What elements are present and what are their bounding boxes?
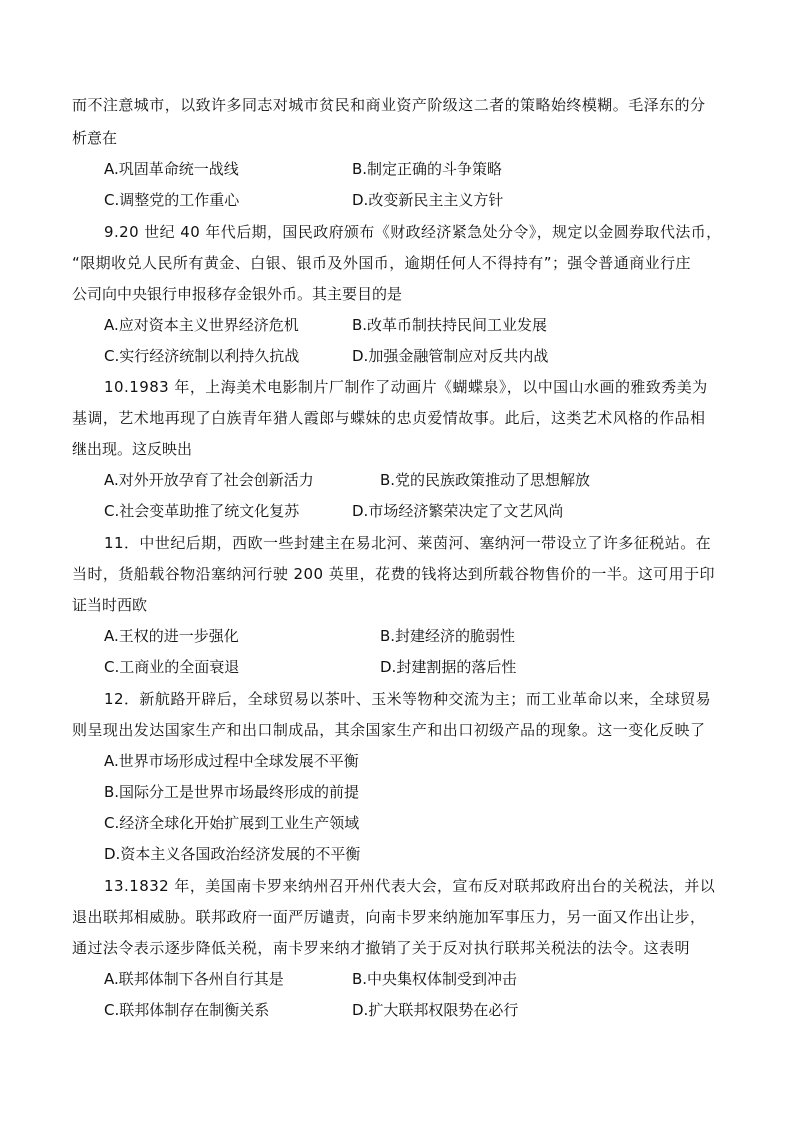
q12-option-d: D.资本主义各国政治经济发展的不平衡 bbox=[104, 845, 361, 863]
q13-option-b: B.中央集权体制受到冲击 bbox=[352, 970, 518, 988]
q11-stem-text-1: 11．中世纪后期，西欧一些封建主在易北河、莱茵河、塞纳河一带设立了许多征税站。在 bbox=[104, 534, 712, 552]
q12-option-row-c bbox=[0, 810, 793, 836]
q10-option-c: C.社会变革助推了统文化复苏 bbox=[104, 502, 300, 520]
q10-option-d: D.市场经济繁荣决定了文艺风尚 bbox=[352, 502, 564, 520]
q8-stem-text-2: 析意在 bbox=[72, 129, 118, 147]
q12-stem-line-1 bbox=[0, 686, 793, 712]
q12-option-b: B.国际分工是世界市场最终形成的前提 bbox=[104, 783, 360, 801]
q13-stem-text-3: 通过法令表示逐步降低关税，南卡罗来纳才撤销了关于反对执行联邦关税法的法令。这表明 bbox=[72, 939, 691, 957]
q9-stem-text-1: 9.20 世纪 40 年代后期，国民政府颁布《财政经济紧急处分令》，规定以金圆券取代法币， bbox=[104, 223, 722, 241]
q10-stem-text-3: 继出现。这反映出 bbox=[72, 440, 193, 458]
q12-option-row-b bbox=[0, 779, 793, 805]
q11-stem-text-3: 证当时西欧 bbox=[72, 596, 148, 614]
q12-stem-text-2: 则呈现出发达国家生产和出口制成品，其余国家生产和出口初级产品的现象。这一变化反映了 bbox=[72, 721, 706, 739]
q9-options-row-1 bbox=[0, 312, 793, 338]
q13-option-c: C.联邦体制存在制衡关系 bbox=[104, 1001, 270, 1019]
q8-option-a: A.巩固革命统一战线 bbox=[104, 160, 239, 178]
q12-option-row-a bbox=[0, 748, 793, 774]
q10-stem-line-1 bbox=[0, 374, 793, 400]
q13-stem-line-2 bbox=[0, 904, 793, 930]
q10-option-b: B.党的民族政策推动了思想解放 bbox=[380, 471, 591, 489]
q11-option-a: A.王权的进一步强化 bbox=[104, 627, 239, 645]
q9-stem-text-3: 公司向中央银行申报移存金银外币。其主要目的是 bbox=[72, 285, 403, 303]
q13-stem-text-2: 退出联邦相威胁。联邦政府一面严厉谴责，向南卡罗来纳施加军事压力，另一面又作出让步， bbox=[72, 908, 706, 926]
q9-option-b: B.改革币制扶持民间工业发展 bbox=[352, 316, 548, 334]
q13-stem-text-1: 13.1832 年，美国南卡罗来纳州召开州代表大会，宣布反对联邦政府出台的关税法，并以 bbox=[104, 877, 716, 895]
q13-option-a: A.联邦体制下各州自行其是 bbox=[104, 970, 284, 988]
q9-option-d: D.加强金融管制应对反共内战 bbox=[352, 347, 549, 365]
q9-stem-line-2 bbox=[0, 250, 793, 276]
q8-stem-line-2 bbox=[0, 125, 793, 151]
q11-stem-line-1 bbox=[0, 530, 793, 556]
q9-stem-text-2: “限期收兑人民所有黄金、白银、银币及外国币，逾期任何人不得持有”；强令普通商业行庄 bbox=[72, 254, 691, 272]
q11-options-row-1 bbox=[0, 623, 793, 649]
q11-option-d: D.封建割据的落后性 bbox=[380, 658, 517, 676]
q12-option-a: A.世界市场形成过程中全球发展不平衡 bbox=[104, 752, 359, 770]
q10-options-row-1 bbox=[0, 467, 793, 493]
q13-options-row-2 bbox=[0, 997, 793, 1023]
q12-option-row-d bbox=[0, 841, 793, 867]
q10-stem-text-1: 10.1983 年，上海美术电影制片厂制作了动画片《蝴蝶泉》，以中国山水画的雅致秀美为 bbox=[104, 378, 708, 396]
q11-options-row-2 bbox=[0, 654, 793, 680]
q12-option-c: C.经济全球化开始扩展到工业生产领域 bbox=[104, 814, 360, 832]
q10-stem-line-2 bbox=[0, 405, 793, 431]
q8-options-row-2 bbox=[0, 187, 793, 213]
q11-stem-text-2: 当时，货船载谷物沿塞纳河行驶 200 英里，花费的钱将达到所载谷物售价的一半。这可用于印 bbox=[72, 565, 715, 583]
q10-stem-line-3 bbox=[0, 436, 793, 462]
q9-options-row-2 bbox=[0, 343, 793, 369]
q8-option-c: C.调整党的工作重心 bbox=[104, 191, 240, 209]
q9-stem-line-1 bbox=[0, 219, 793, 245]
q10-option-a: A.对外开放孕育了社会创新活力 bbox=[104, 471, 314, 489]
q13-stem-line-1 bbox=[0, 873, 793, 899]
q8-option-d: D.改变新民主主义方针 bbox=[352, 191, 504, 209]
q12-stem-line-2 bbox=[0, 717, 793, 743]
q8-option-b: B.制定正确的斗争策略 bbox=[352, 160, 503, 178]
q11-stem-line-2 bbox=[0, 561, 793, 587]
q9-option-c: C.实行经济统制以利持久抗战 bbox=[104, 347, 300, 365]
q9-stem-line-3 bbox=[0, 281, 793, 307]
q11-stem-line-3 bbox=[0, 592, 793, 618]
q12-stem-text-1: 12．新航路开辟后，全球贸易以茶叶、玉米等物种交流为主；而工业革命以来，全球贸易 bbox=[104, 690, 712, 708]
q9-option-a: A.应对资本主义世界经济危机 bbox=[104, 316, 299, 334]
q13-stem-line-3 bbox=[0, 935, 793, 961]
q8-stem-line-1 bbox=[0, 92, 793, 118]
q11-option-c: C.工商业的全面衰退 bbox=[104, 658, 240, 676]
q10-options-row-2 bbox=[0, 498, 793, 524]
q11-option-b: B.封建经济的脆弱性 bbox=[380, 627, 516, 645]
q10-stem-text-2: 基调，艺术地再现了白族青年猎人霞郎与蝶妹的忠贞爱情故事。此后，这类艺术风格的作品相 bbox=[72, 409, 706, 427]
q8-stem-text-1: 而不注意城市，以致许多同志对城市贫民和商业资产阶级这二者的策略始终模糊。毛泽东的分 bbox=[72, 96, 706, 114]
q8-options-row-1 bbox=[0, 156, 793, 182]
q13-options-row-1 bbox=[0, 966, 793, 992]
q13-option-d: D.扩大联邦权限势在必行 bbox=[352, 1001, 519, 1019]
